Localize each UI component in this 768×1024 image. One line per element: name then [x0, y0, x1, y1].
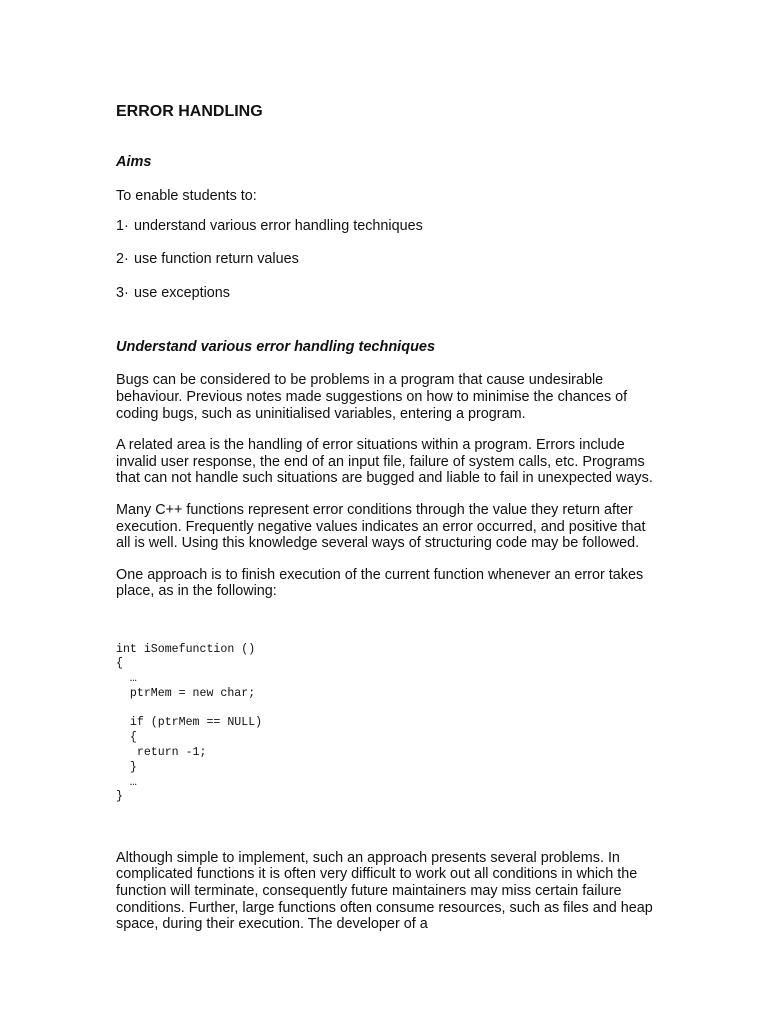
list-item-text: use function return values [134, 251, 299, 268]
document-page [116, 102, 656, 933]
code-line: ptrMem = new char; [116, 686, 256, 700]
code-line: { [116, 731, 137, 745]
code-line: { [116, 657, 123, 671]
list-item-number: 3· [116, 284, 129, 301]
code-line: if (ptrMem == NULL) [116, 716, 263, 730]
list-item [116, 285, 656, 302]
paragraph-return-values: Many C++ functions represent error conditions through the value they return after execution. Frequently negative values indicates an error occurred, and positive that all is well. Using this knowledge several ways of structuring code may be followed. [116, 501, 646, 552]
section-heading: Understand various error handling techniques [116, 339, 436, 356]
code-line: } [116, 760, 137, 774]
aims-list [116, 218, 656, 302]
list-item-number: 1· [116, 217, 129, 234]
paragraph-bugs: Bugs can be considered to be problems in a program that cause undesirable behaviour. Previous notes made suggestions on how to minimise the chances of coding bugs, such as uninitialised variables, entering a program. [116, 372, 628, 422]
intro-text: To enable students to: [116, 188, 257, 204]
list-item-text: use exceptions [134, 284, 230, 301]
code-block [116, 613, 656, 835]
code-line: … [116, 775, 137, 789]
code-line: return -1; [116, 746, 207, 760]
list-item-text: understand various error handling techniques [134, 217, 423, 234]
code-line [116, 702, 656, 717]
paragraph-closing: Although simple to implement, such an approach presents several problems. In complicated functions it is often very difficult to work out all conditions in which the function will terminate, consequently future maintainers may miss certain failure conditions. Further, large functions often consume resources, such as files and heap space, during their execution. The developer of a [116, 849, 653, 933]
list-item-number: 2· [116, 251, 129, 268]
aims-heading: Aims [116, 154, 152, 170]
code-line: int iSomefunction () [116, 642, 256, 656]
paragraph-error-situations: A related area is the handling of error situations within a program. Errors include invalid user response, the end of an input file, failure of system calls, etc. Programs that can not handle such situations are bugged and liable to fail in unexpected ways. [116, 437, 653, 487]
page-title: ERROR HANDLING [116, 103, 263, 120]
list-item [116, 218, 656, 235]
code-line: } [116, 790, 123, 804]
paragraph-approach: One approach is to finish execution of the current function whenever an error takes place, as in the following: [116, 566, 644, 600]
code-line: … [116, 672, 137, 686]
list-item [116, 251, 656, 268]
